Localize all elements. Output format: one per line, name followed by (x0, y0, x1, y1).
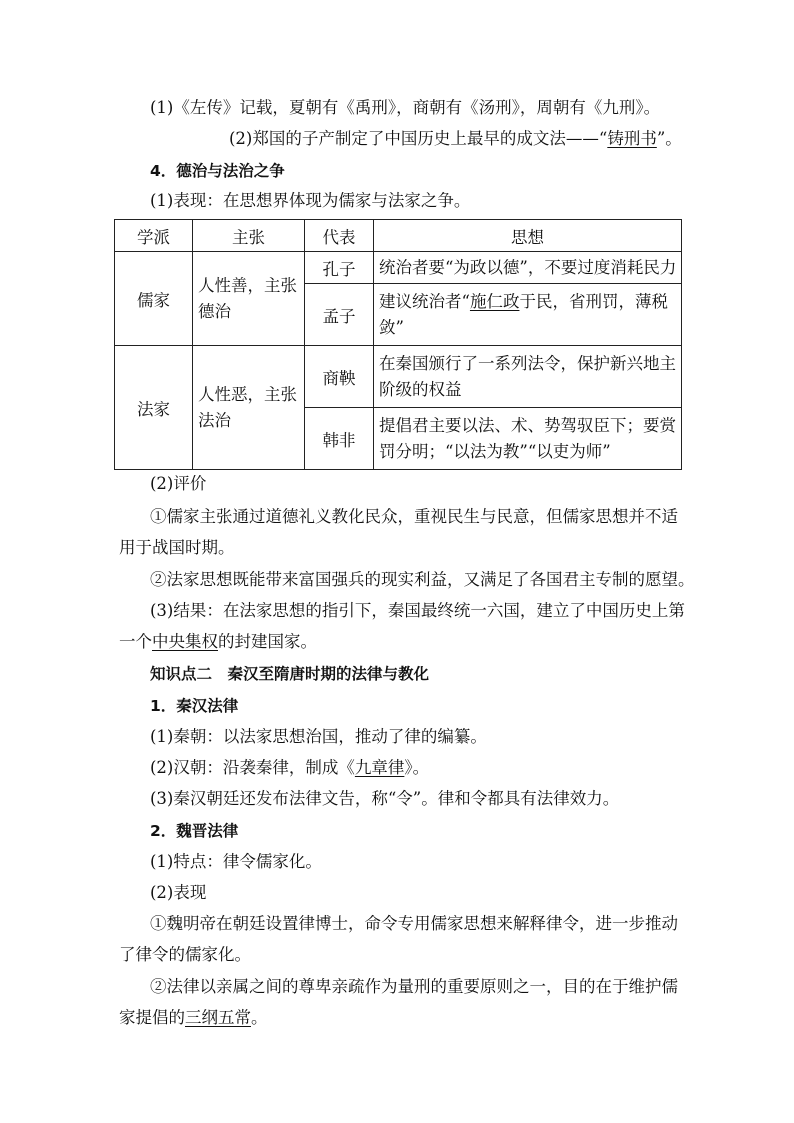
section-heading-4: 4．德治与法治之争 (150, 162, 285, 180)
falv-line-2: 家提倡的三纲五常。 (119, 1008, 268, 1027)
table-header-school: 学派 (115, 220, 193, 252)
cell-claim-fa: 人性恶，主张法治 (193, 346, 305, 470)
underlined-term-sangangwuchang: 三纲五常 (185, 1008, 251, 1027)
text-line-tedian: (1)特点：律令儒家化。 (150, 852, 322, 871)
eval-heading: (2)评价 (150, 474, 207, 493)
underlined-term-shirenzheng: 施仁政 (469, 291, 520, 311)
text-line-hanchao: (2)汉朝：沿袭秦律，制成《九章律》。 (150, 758, 430, 777)
text-line-biaoxian: (1)表现：在思想界体现为儒家与法家之争。 (150, 191, 471, 210)
text-line-qinchao: (1)秦朝：以法家思想治国，推动了律的编纂。 (150, 727, 487, 746)
knowledge-point-2-heading: 知识点二 秦汉至隋唐时期的法律与教化 (150, 665, 430, 683)
cell-thought-hanfei: 提倡君主要以法、术、势驾驭臣下；要赏罚分明；“以法为教”“以吏为师” (374, 408, 682, 470)
underlined-term-jiuzhanglv: 九章律 (354, 758, 405, 777)
result-line-2: 一个中央集权的封建国家。 (119, 632, 317, 651)
table-row (115, 252, 682, 284)
cell-rep-mengzi: 孟子 (305, 284, 374, 346)
falv-line-1: ②法律以亲属之间的尊卑亲疏作为量刑的重要原则之一，目的在于维护儒 (150, 977, 678, 996)
cell-rep-kongzi: 孔子 (305, 252, 374, 284)
eval-ru-line-2: 用于战国时期。 (119, 538, 235, 557)
result-line-1: (3)结果：在法家思想的指引下，秦国最终统一六国，建立了中国历史上第 (150, 601, 685, 620)
section-heading-qinhan: 1．秦汉法律 (150, 697, 239, 715)
weimingdi-line-1: ①魏明帝在朝廷设置律博士，命令专用儒家思想来解释律令，进一步推动 (150, 914, 678, 933)
eval-fa-line: ②法家思想既能带来富国强兵的现实利益，又满足了各国君主专制的愿望。 (150, 570, 695, 589)
cell-rep-shangyang: 商鞅 (305, 346, 374, 408)
underlined-term-zhuxingshu: 铸刑书 (607, 129, 657, 148)
cell-claim-ru: 人性善，主张德治 (193, 252, 305, 346)
schools-table (114, 219, 682, 470)
text-line-zuozhuan: (1)《左传》记载，夏朝有《禹刑》，商朝有《汤刑》，周朝有《九刑》。 (150, 98, 661, 117)
section-heading-weijin: 2．魏晋法律 (150, 822, 239, 840)
table-header-row (115, 220, 682, 252)
cell-thought-shangyang: 在秦国颁行了一系列法令，保护新兴地主阶级的权益 (374, 346, 682, 408)
text-line-zhuxingshu: (2)郑国的子产制定了中国历史上最早的成文法——“铸刑书”。 (229, 129, 682, 148)
weimingdi-line-2: 了律令的儒家化。 (119, 945, 251, 964)
cell-thought-kongzi: 统治者要“为政以德”，不要过度消耗民力 (374, 252, 682, 284)
underlined-term-zhongyangjiquan: 中央集权 (152, 632, 218, 651)
table-header-claim: 主张 (193, 220, 305, 252)
eval-ru-line-1: ①儒家主张通过道德礼义教化民众，重视民生与民意，但儒家思想并不适 (150, 507, 678, 526)
cell-rep-hanfei: 韩非 (305, 408, 374, 470)
cell-thought-mengzi: 建议统治者“施仁政于民，省刑罚，薄税敛” (374, 284, 682, 346)
table-header-thought: 思想 (374, 220, 682, 252)
table-row (115, 346, 682, 408)
text-line-biaoxian-2: (2)表现 (150, 883, 207, 902)
table-header-representative: 代表 (305, 220, 374, 252)
cell-school-fa: 法家 (115, 346, 193, 470)
text-line-ling: (3)秦汉朝廷还发布法律文告，称“令”。律和令都具有法律效力。 (150, 789, 620, 808)
cell-school-ru: 儒家 (115, 252, 193, 346)
